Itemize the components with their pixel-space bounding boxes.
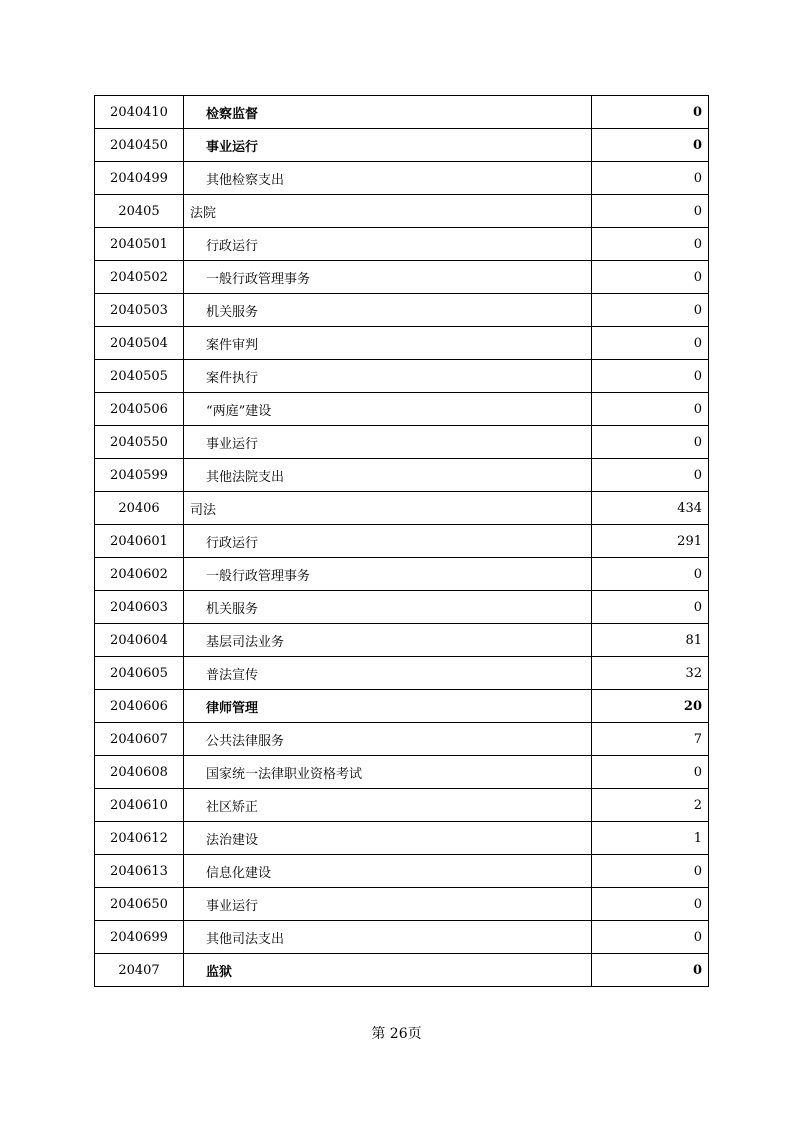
row-amount-cell: 1	[592, 822, 709, 855]
row-amount-cell: 0	[592, 954, 709, 987]
row-name-cell: 事业运行	[184, 426, 592, 459]
row-amount-cell: 32	[592, 657, 709, 690]
table-row	[95, 954, 709, 987]
row-name-cell: 一般行政管理事务	[184, 558, 592, 591]
table-row	[95, 723, 709, 756]
table-row	[95, 393, 709, 426]
table-row	[95, 294, 709, 327]
row-amount-cell: 81	[592, 624, 709, 657]
row-amount-cell: 434	[592, 492, 709, 525]
row-name-cell: 监狱	[184, 954, 592, 987]
table-row	[95, 690, 709, 723]
row-code-cell: 2040604	[95, 624, 184, 657]
table-row	[95, 96, 709, 129]
row-code-cell: 2040601	[95, 525, 184, 558]
row-name-cell: 律师管理	[184, 690, 592, 723]
table-row	[95, 327, 709, 360]
row-code-cell: 2040606	[95, 690, 184, 723]
row-code-cell: 20406	[95, 492, 184, 525]
row-code-cell: 2040499	[95, 162, 184, 195]
row-code-cell: 2040503	[95, 294, 184, 327]
table-row	[95, 558, 709, 591]
row-code-cell: 2040608	[95, 756, 184, 789]
row-code-cell: 2040504	[95, 327, 184, 360]
table-row	[95, 657, 709, 690]
row-amount-cell: 0	[592, 195, 709, 228]
table-row	[95, 162, 709, 195]
row-amount-cell: 0	[592, 294, 709, 327]
row-amount-cell: 0	[592, 327, 709, 360]
row-amount-cell: 0	[592, 228, 709, 261]
row-name-cell: 案件审判	[184, 327, 592, 360]
row-name-cell: 机关服务	[184, 294, 592, 327]
row-name-cell: 公共法律服务	[184, 723, 592, 756]
table-row	[95, 855, 709, 888]
row-name-cell: 普法宣传	[184, 657, 592, 690]
table-row	[95, 360, 709, 393]
row-amount-cell: 0	[592, 855, 709, 888]
row-code-cell: 2040607	[95, 723, 184, 756]
row-code-cell: 2040410	[95, 96, 184, 129]
row-code-cell: 2040699	[95, 921, 184, 954]
row-name-cell: 信息化建设	[184, 855, 592, 888]
table-row	[95, 822, 709, 855]
row-code-cell: 2040613	[95, 855, 184, 888]
row-code-cell: 2040506	[95, 393, 184, 426]
row-code-cell: 2040612	[95, 822, 184, 855]
row-code-cell: 2040505	[95, 360, 184, 393]
row-amount-cell: 0	[592, 426, 709, 459]
row-code-cell: 20407	[95, 954, 184, 987]
row-amount-cell: 0	[592, 261, 709, 294]
table-row	[95, 129, 709, 162]
table-row	[95, 426, 709, 459]
row-amount-cell: 0	[592, 96, 709, 129]
row-code-cell: 2040605	[95, 657, 184, 690]
row-amount-cell: 2	[592, 789, 709, 822]
row-amount-cell: 7	[592, 723, 709, 756]
budget-table	[94, 95, 709, 987]
table-row	[95, 789, 709, 822]
table-row	[95, 525, 709, 558]
row-code-cell: 2040502	[95, 261, 184, 294]
row-name-cell: 其他检察支出	[184, 162, 592, 195]
row-amount-cell: 0	[592, 591, 709, 624]
row-name-cell: 法院	[184, 195, 592, 228]
row-name-cell: 检察监督	[184, 96, 592, 129]
row-name-cell: “两庭”建设	[184, 393, 592, 426]
table-row	[95, 228, 709, 261]
row-code-cell: 2040650	[95, 888, 184, 921]
row-amount-cell: 0	[592, 888, 709, 921]
table-row	[95, 888, 709, 921]
table-row	[95, 756, 709, 789]
row-amount-cell: 0	[592, 459, 709, 492]
row-amount-cell: 0	[592, 921, 709, 954]
table-row	[95, 591, 709, 624]
row-amount-cell: 0	[592, 393, 709, 426]
row-name-cell: 法治建设	[184, 822, 592, 855]
row-amount-cell: 0	[592, 129, 709, 162]
row-code-cell: 2040550	[95, 426, 184, 459]
page-number: 第 26页	[371, 1026, 422, 1042]
row-code-cell: 20405	[95, 195, 184, 228]
row-name-cell: 司法	[184, 492, 592, 525]
row-name-cell: 其他法院支出	[184, 459, 592, 492]
row-code-cell: 2040450	[95, 129, 184, 162]
row-name-cell: 机关服务	[184, 591, 592, 624]
table-row	[95, 459, 709, 492]
row-code-cell: 2040501	[95, 228, 184, 261]
table-row	[95, 624, 709, 657]
row-name-cell: 事业运行	[184, 888, 592, 921]
row-name-cell: 事业运行	[184, 129, 592, 162]
table-row	[95, 921, 709, 954]
table-row	[95, 195, 709, 228]
row-name-cell: 国家统一法律职业资格考试	[184, 756, 592, 789]
row-amount-cell: 0	[592, 360, 709, 393]
row-name-cell: 其他司法支出	[184, 921, 592, 954]
table-row	[95, 492, 709, 525]
row-name-cell: 一般行政管理事务	[184, 261, 592, 294]
row-name-cell: 行政运行	[184, 525, 592, 558]
row-code-cell: 2040603	[95, 591, 184, 624]
row-name-cell: 行政运行	[184, 228, 592, 261]
row-name-cell: 基层司法业务	[184, 624, 592, 657]
table-body	[95, 96, 709, 987]
row-name-cell: 案件执行	[184, 360, 592, 393]
row-code-cell: 2040599	[95, 459, 184, 492]
row-name-cell: 社区矫正	[184, 789, 592, 822]
row-amount-cell: 0	[592, 756, 709, 789]
table-row	[95, 261, 709, 294]
row-amount-cell: 20	[592, 690, 709, 723]
row-code-cell: 2040602	[95, 558, 184, 591]
row-code-cell: 2040610	[95, 789, 184, 822]
row-amount-cell: 291	[592, 525, 709, 558]
row-amount-cell: 0	[592, 558, 709, 591]
row-amount-cell: 0	[592, 162, 709, 195]
